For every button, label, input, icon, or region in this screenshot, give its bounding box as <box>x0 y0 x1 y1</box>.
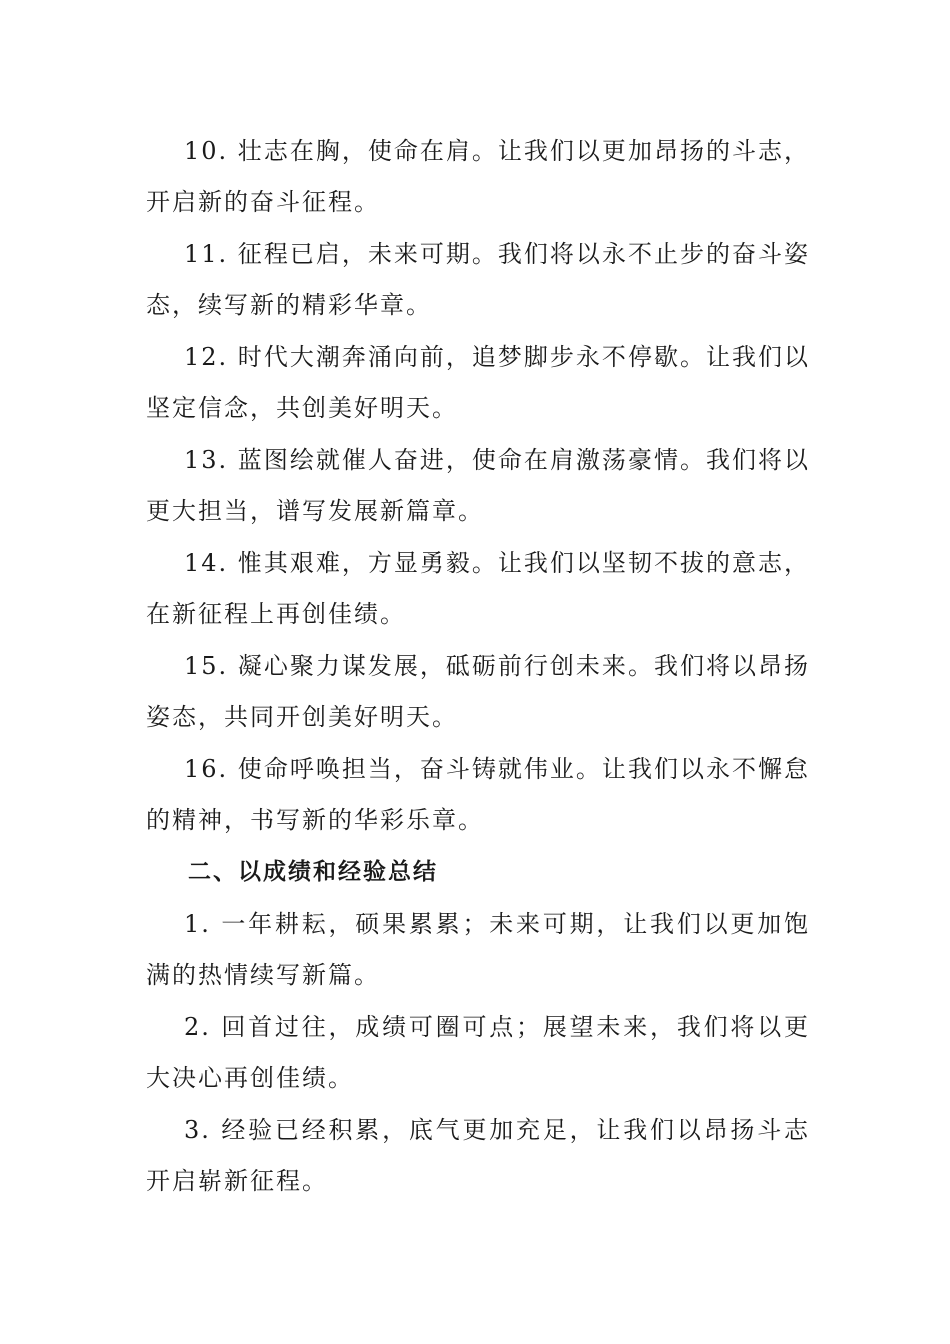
paragraph-11: 11. 征程已启，未来可期。我们将以永不止步的奋斗姿态，续写新的精彩华章。 <box>146 240 810 319</box>
paragraph-10: 10. 壮志在胸，使命在肩。让我们以更加昂扬的斗志，开启新的奋斗征程。 <box>146 137 810 216</box>
section-paragraph-1: 1. 一年耕耘，硕果累累；未来可期，让我们以更加饱满的热情续写新篇。 <box>146 910 810 989</box>
document-body <box>146 126 810 1208</box>
section-heading: 二、以成绩和经验总结 <box>188 859 438 885</box>
paragraph-13: 13. 蓝图绘就催人奋进，使命在肩激荡豪情。我们将以更大担当，谱写发展新篇章。 <box>146 446 810 525</box>
paragraph-12: 12. 时代大潮奔涌向前，追梦脚步永不停歇。让我们以坚定信念，共创美好明天。 <box>146 343 810 422</box>
paragraph-14: 14. 惟其艰难，方显勇毅。让我们以坚韧不拔的意志，在新征程上再创佳绩。 <box>146 549 810 628</box>
paragraph-16: 16. 使命呼唤担当，奋斗铸就伟业。让我们以永不懈怠的精神，书写新的华彩乐章。 <box>146 755 810 834</box>
paragraph-15: 15. 凝心聚力谋发展，砥砺前行创未来。我们将以昂扬姿态，共同开创美好明天。 <box>146 652 810 731</box>
section-paragraph-2: 2. 回首过往，成绩可圈可点；展望未来，我们将以更大决心再创佳绩。 <box>146 1013 810 1092</box>
section-paragraph-3: 3. 经验已经积累，底气更加充足，让我们以昂扬斗志开启崭新征程。 <box>146 1116 810 1195</box>
